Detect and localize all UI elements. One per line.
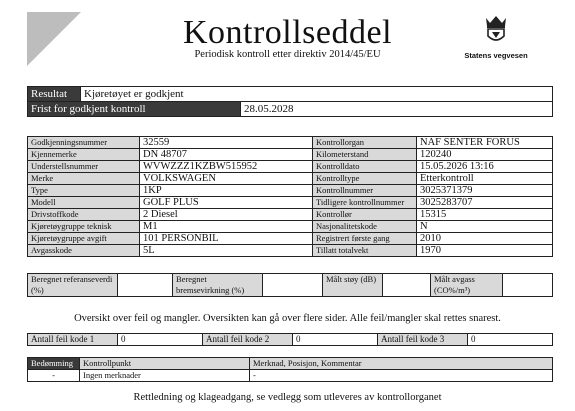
field-value: GOLF PLUS [140,197,313,209]
checkpoint-header: Kontrollpunkt [80,358,250,370]
page-subtitle: Periodisk kontroll etter direktiv 2014/45/EU [194,49,381,60]
field-value: WVWZZZ1KZBW515952 [140,161,313,173]
measurements-table [27,273,553,297]
table-row [28,197,553,209]
deadline-value: 28.05.2028 [241,102,553,117]
field-label: Avgasskode [28,245,140,257]
field-value: NAF SENTER FORUS [417,137,553,149]
field-label: Tidligere kontrollnummer [313,197,417,209]
table-row [28,149,553,161]
overview-note: Oversikt over feil og mangler. Oversikten kan gå over flere sider. Alle feil/mangler skal rettes snarest. [74,313,501,324]
brake-effect-label: Beregnet bremsevirkning (%) [173,274,263,297]
brake-reference-label: Beregnet referanseverdi (%) [28,274,118,297]
table-row [28,245,553,257]
field-value: 3025283707 [417,197,553,209]
table-row [28,233,553,245]
error-code3-label: Antall feil kode 3 [378,334,468,346]
field-value: 1970 [417,245,553,257]
field-label: Modell [28,197,140,209]
table-row [28,137,553,149]
error-code1-label: Antall feil kode 1 [28,334,118,346]
agency-logo [456,14,536,60]
field-label: Understellsnummer [28,161,140,173]
field-value: 120240 [417,149,553,161]
field-value: 3025371379 [417,185,553,197]
field-label: Registrert første gang [313,233,417,245]
noise-value [383,274,431,297]
deadline-label: Frist for godkjent kontroll [28,102,241,117]
field-label: Kilometerstand [313,149,417,161]
field-value: Etterkontroll [417,173,553,185]
findings-table [27,357,553,382]
noise-label: Målt støy (dB) [323,274,383,297]
table-row [28,221,553,233]
field-label: Type [28,185,140,197]
field-value: 2 Diesel [140,209,313,221]
table-row [28,173,553,185]
agency-name: Statens vegvesen [464,51,528,60]
result-value: Kjøretøyet er godkjent [81,87,553,102]
brake-effect-value [263,274,323,297]
exhaust-label: Målt avgass (CO%/m³) [431,274,503,297]
field-value: 5L [140,245,313,257]
field-label: Nasjonalitetskode [313,221,417,233]
table-row [28,209,553,221]
field-label: Kontrolldato [313,161,417,173]
result-table [27,86,553,117]
finding-rating: - [28,370,80,382]
field-label: Kontrollør [313,209,417,221]
field-value: 2010 [417,233,553,245]
finding-remark: - [250,370,553,382]
field-label: Merke [28,173,140,185]
field-value: 15.05.2026 13:16 [417,161,553,173]
error-code2-value: 0 [293,334,378,346]
field-value: M1 [140,221,313,233]
crown-shield-icon [479,14,513,44]
rating-header: Bedømming [28,358,80,370]
field-label: Drivstoffkode [28,209,140,221]
exhaust-value [503,274,553,297]
field-value: 1KP [140,185,313,197]
error-code1-value: 0 [118,334,203,346]
error-code3-value: 0 [468,334,553,346]
table-row [28,185,553,197]
field-label: Kontrollorgan [313,137,417,149]
field-value: 101 PERSONBIL [140,233,313,245]
field-value: N [417,221,553,233]
page-title: Kontrollseddel [182,14,393,51]
field-label: Tillatt totalvekt [313,245,417,257]
brake-reference-value [118,274,173,297]
field-label: Kontrolltype [313,173,417,185]
finding-checkpoint: Ingen merknader [80,370,250,382]
result-label: Resultat [28,87,81,102]
field-label: Kjøretøygruppe teknisk [28,221,140,233]
table-row [28,370,553,382]
footer-note: Rettledning og klageadgang, se vedlegg som utleveres av kontrollorganet [133,392,442,403]
table-row [28,161,553,173]
vehicle-info-table [27,136,553,257]
field-value: DN 48707 [140,149,313,161]
field-label: Kjøretøygruppe avgift [28,233,140,245]
field-value: 32559 [140,137,313,149]
field-value: 15315 [417,209,553,221]
field-label: Kjennemerke [28,149,140,161]
error-code2-label: Antall feil kode 2 [203,334,293,346]
error-count-table [27,333,553,346]
field-label: Kontrollnummer [313,185,417,197]
field-label: Godkjenningsnummer [28,137,140,149]
remark-header: Merknad, Posisjon, Kommentar [250,358,553,370]
field-value: VOLKSWAGEN [140,173,313,185]
